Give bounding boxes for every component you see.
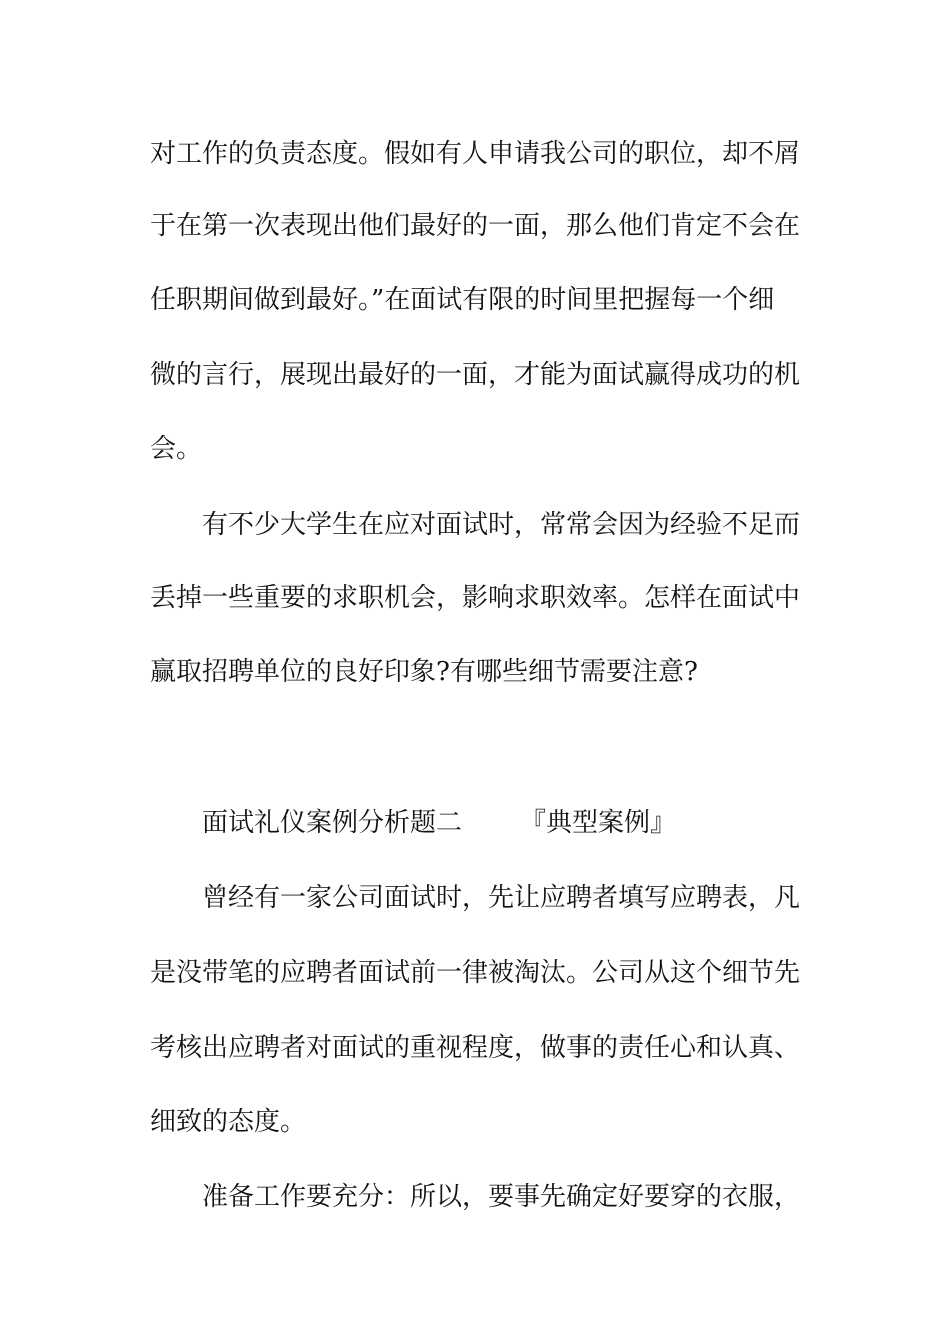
text-line: 细致的态度。 <box>150 1107 307 1137</box>
text-line: 有不少大学生在应对面试时，常常会因为经验不足而 <box>202 510 801 540</box>
text-line: 准备工作要充分：所以，要事先确定好要穿的衣服， <box>202 1182 801 1212</box>
section-title: 面试礼仪案例分析题二 <box>202 808 463 838</box>
text-line: 任职期间做到最好。”在面试有限的时间里把握每一个细 <box>150 285 775 315</box>
section-tag: 『典型案例』 <box>520 808 677 838</box>
text-line: 是没带笔的应聘者面试前一律被淘汰。公司从这个细节先 <box>150 958 801 988</box>
text-line: 会。 <box>150 434 203 464</box>
text-line: 丢掉一些重要的求职机会，影响求职效率。怎样在面试中 <box>150 583 801 613</box>
text-line: 于在第一次表现出他们最好的一面，那么他们肯定不会在 <box>150 211 801 241</box>
text-line: 赢取招聘单位的良好印象?有哪些细节需要注意? <box>150 657 698 687</box>
text-line: 曾经有一家公司面试时，先让应聘者填写应聘表，凡 <box>202 883 801 913</box>
text-line: 微的言行，展现出最好的一面，才能为面试赢得成功的机 <box>150 360 801 390</box>
text-line: 对工作的负责态度。假如有人申请我公司的职位，却不屑 <box>150 139 801 169</box>
text-line: 考核出应聘者对面试的重视程度，做事的责任心和认真、 <box>150 1033 801 1063</box>
